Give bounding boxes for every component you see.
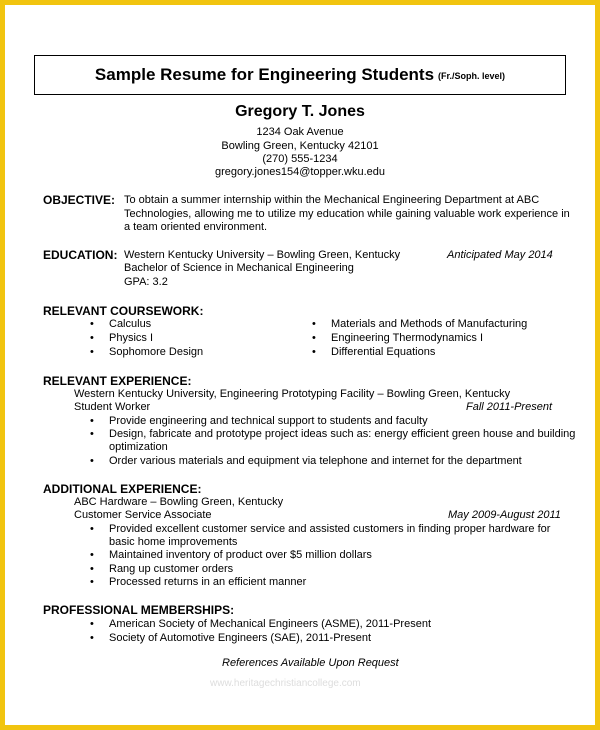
additional-role: Customer Service Associate [74,509,212,521]
objective-label: OBJECTIVE: [43,193,116,207]
address-city: Bowling Green, Kentucky 42101 [221,140,379,152]
additional-org: ABC Hardware – Bowling Green, Kentucky [74,496,284,508]
objective-line: a team oriented environment. [124,221,268,233]
watermark: www.heritagechristiancollege.com [210,678,361,689]
additional-date: May 2009-August 2011 [448,509,561,521]
education-date: Anticipated May 2014 [447,249,553,261]
additional-bullet: • Provided excellent customer service and assisted customers in finding proper hardware for [109,523,550,535]
address-street: 1234 Oak Avenue [256,126,344,138]
experience-bullet: • Design, fabricate and prototype project ideas such as: energy efficient green house and building [109,428,575,440]
coursework-item: • Physics I [109,332,153,344]
education-gpa: GPA: 3.2 [124,276,168,288]
additional-bullet: • Processed returns in an efficient manner [109,576,306,588]
experience-role: Student Worker [74,401,151,413]
phone-number: (270) 555-1234 [262,153,338,165]
references-note: References Available Upon Request [222,657,399,669]
objective-line: Technologies, allowing me to utilize my education while gaining valuable work experience in [124,208,570,220]
additional-label: ADDITIONAL EXPERIENCE: [43,482,202,496]
coursework-item: • Materials and Methods of Manufacturing [331,318,527,330]
coursework-item: • Calculus [109,318,151,330]
additional-bullet-continued: basic home improvements [109,536,238,548]
page-title: Sample Resume for Engineering Students [94,65,435,84]
education-label: EDUCATION: [43,248,118,262]
experience-label: RELEVANT EXPERIENCE: [43,374,192,388]
coursework-label: RELEVANT COURSEWORK: [43,304,204,318]
education-school: Western Kentucky University – Bowling Green, Kentucky [124,249,401,261]
experience-bullet: • Provide engineering and technical support to students and faculty [109,415,428,427]
experience-org: Western Kentucky University, Engineering Prototyping Facility – Bowling Green, Kentucky [74,388,511,400]
coursework-item: • Engineering Thermodynamics I [331,332,483,344]
memberships-label: PROFESSIONAL MEMBERSHIPS: [43,603,235,617]
coursework-item: • Sophomore Design [109,346,203,358]
experience-bullet: • Order various materials and equipment via telephone and internet for the department [109,455,522,467]
title-level-note: (Fr./Soph. level) [438,71,506,81]
membership-item: • Society of Automotive Engineers (SAE), 2011-Present [109,632,371,644]
additional-bullet: • Maintained inventory of product over $5 million dollars [109,549,372,561]
additional-bullet: • Rang up customer orders [109,563,233,575]
objective-line: To obtain a summer internship within the Mechanical Engineering Department at ABC [124,194,540,206]
experience-date: Fall 2011-Present [466,401,553,413]
title-box [34,55,566,95]
experience-bullet-continued: optimization [109,441,168,453]
applicant-name: Gregory T. Jones [235,103,365,120]
coursework-item: • Differential Equations [331,346,435,358]
education-degree: Bachelor of Science in Mechanical Engineering [124,262,354,274]
email-address: gregory.jones154@topper.wku.edu [215,166,385,178]
membership-item: • American Society of Mechanical Engineers (ASME), 2011-Present [109,618,431,630]
